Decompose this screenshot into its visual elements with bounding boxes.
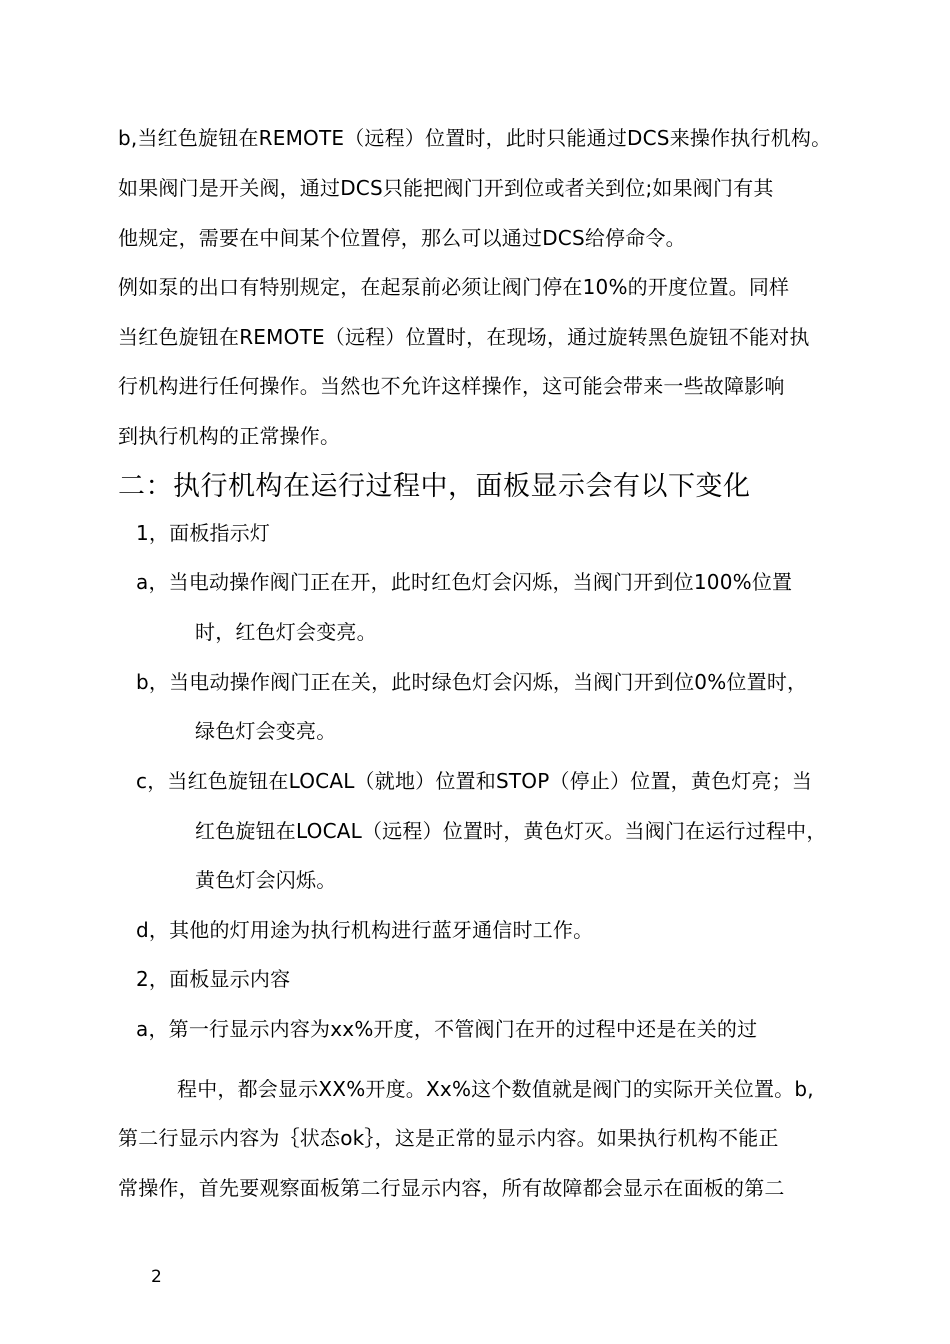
paragraph-line: 当红色旋钮在REMOTE（远程）位置时，在现场，通过旋转黑色旋钮不能对执	[118, 325, 810, 349]
section-heading: 二：执行机构在运行过程中，面板显示会有以下变化	[118, 471, 751, 502]
paragraph-line: 如果阀门是开关阀，通过DCS只能把阀门开到位或者关到位;如果阀门有其	[118, 176, 774, 200]
list-item-line: 时，红色灯会变亮。	[195, 620, 377, 644]
list-item-line: b，当电动操作阀门正在关，此时绿色灯会闪烁，当阀门开到位0%位置时，	[136, 670, 808, 694]
list-item-line: c，当红色旋钮在LOCAL（就地）位置和STOP（停止）位置，黄色灯亮；当	[136, 769, 813, 793]
subsection-title: 1，面板指示灯	[136, 521, 271, 545]
paragraph-line: 他规定，需要在中间某个位置停，那么可以通过DCS给停命令。	[118, 226, 686, 250]
list-item-line: a，第一行显示内容为xx%开度，不管阀门在开的过程中还是在关的过	[136, 1017, 758, 1041]
list-item-line: 红色旋钮在LOCAL（远程）位置时，黄色灯灭。当阀门在运行过程中，	[195, 819, 827, 843]
paragraph-line: 到执行机构的正常操作。	[118, 424, 341, 448]
paragraph-line: 行机构进行任何操作。当然也不允许这样操作，这可能会带来一些故障影响	[118, 374, 785, 398]
page-number: 2	[151, 1267, 162, 1287]
list-item-line: a，当电动操作阀门正在开，此时红色灯会闪烁，当阀门开到位100%位置	[136, 570, 793, 594]
subsection-title: 2，面板显示内容	[136, 967, 291, 991]
list-item-line: d，其他的灯用途为执行机构进行蓝牙通信时工作。	[136, 918, 594, 942]
list-item-line: 常操作，首先要观察面板第二行显示内容，所有故障都会显示在面板的第二	[118, 1176, 785, 1200]
paragraph-line: 例如泵的出口有特别规定，在起泵前必须让阀门停在10%的开度位置。同样	[118, 275, 790, 299]
list-item-line: 绿色灯会变亮。	[195, 719, 337, 743]
list-item-line: 第二行显示内容为｛状态ok｝，这是正常的显示内容。如果执行机构不能正	[118, 1126, 779, 1150]
paragraph-line: b,当红色旋钮在REMOTE（远程）位置时，此时只能通过DCS来操作执行机构。	[118, 126, 832, 150]
list-item-line: 程中，都会显示XX%开度。Xx%这个数值就是阀门的实际开关位置。b,	[177, 1077, 814, 1101]
list-item-line: 黄色灯会闪烁。	[195, 868, 337, 892]
